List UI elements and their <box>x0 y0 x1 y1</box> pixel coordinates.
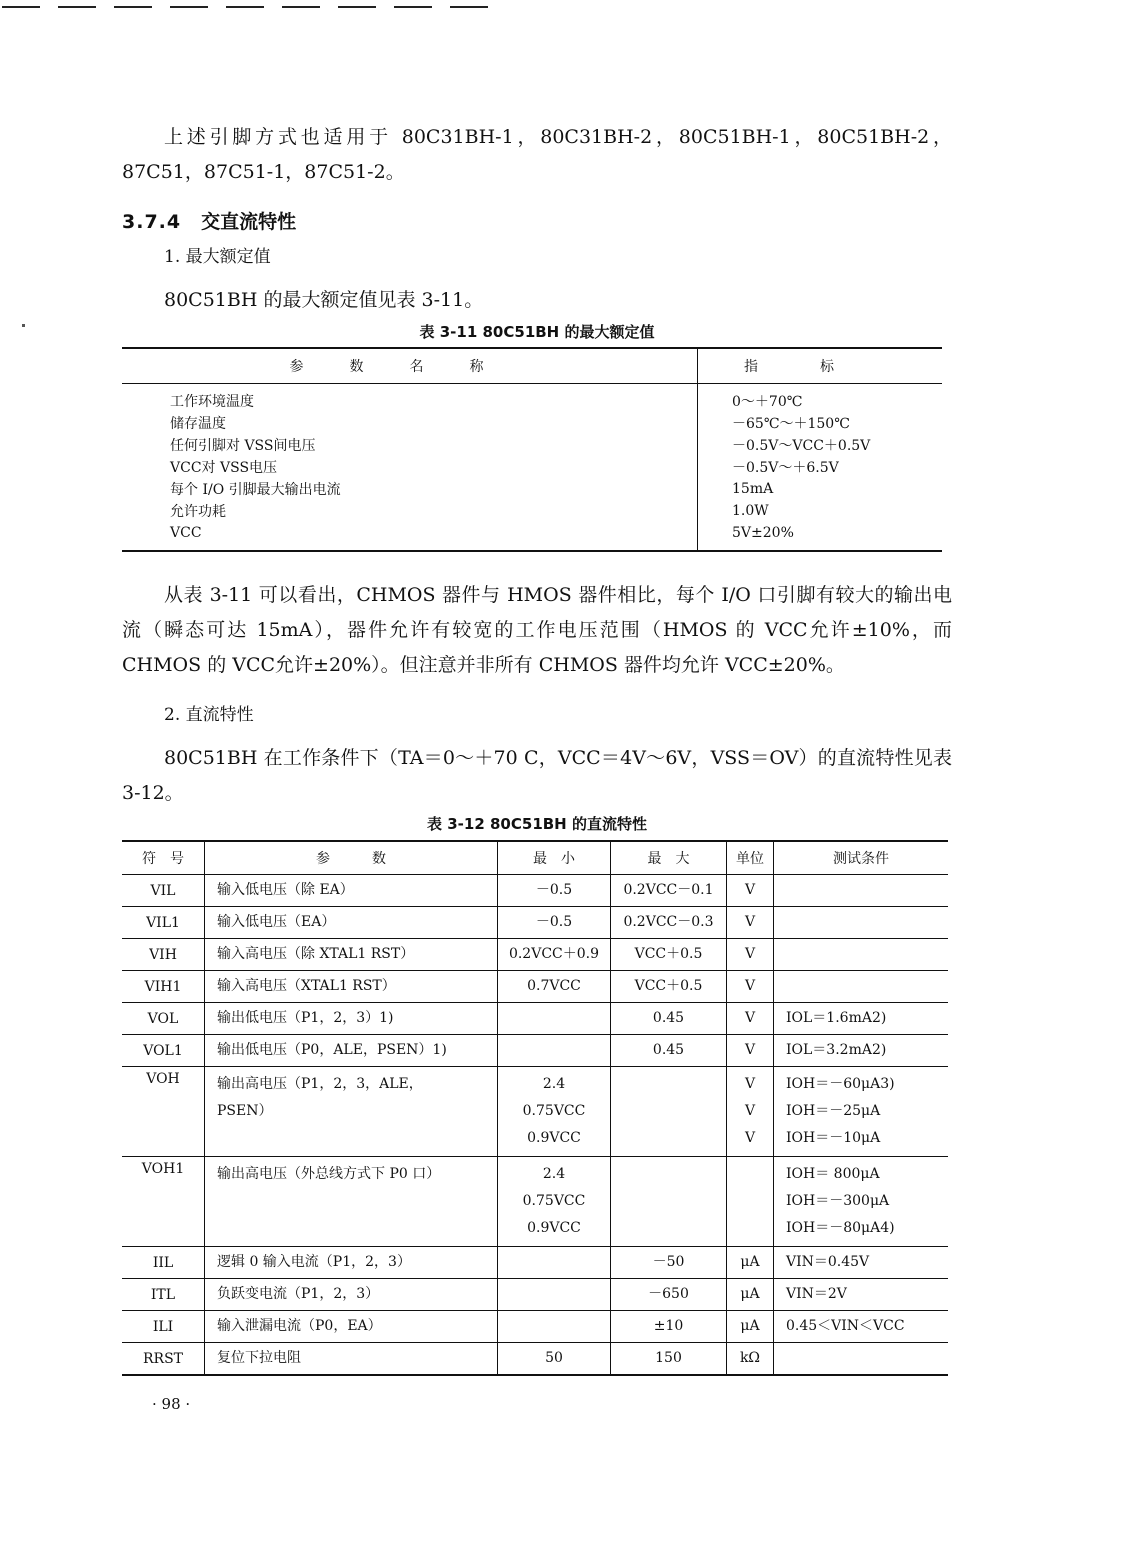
max-cell-line: 150 <box>655 1350 682 1366</box>
unit-cell <box>727 907 774 939</box>
min-cell <box>498 1157 611 1247</box>
unit-cell <box>727 939 774 971</box>
max-cell-line: －50 <box>652 1254 685 1270</box>
rating-value: 15mA <box>732 481 774 497</box>
condition-cell <box>774 1067 949 1157</box>
rating-name: 工作环境温度 <box>122 384 698 413</box>
rating-value: 5V±20% <box>698 522 943 551</box>
parameter-cell <box>205 939 498 971</box>
parameter-cell <box>205 1035 498 1067</box>
min-cell-line: 50 <box>545 1350 563 1366</box>
unit-cell <box>727 1343 774 1376</box>
max-cell <box>611 907 727 939</box>
max-cell <box>611 939 727 971</box>
condition-cell <box>774 875 949 907</box>
min-cell-line: 0.75VCC <box>522 1103 586 1119</box>
max-cell <box>611 1003 727 1035</box>
table-row <box>122 1003 948 1035</box>
symbol-cell: VIH <box>122 939 205 971</box>
rating-value: －0.5V～VCC＋0.5V <box>732 438 871 454</box>
max-cell <box>611 1035 727 1067</box>
table-row <box>122 1067 948 1157</box>
parameter-cell <box>205 1343 498 1376</box>
condition-cell <box>774 1035 949 1067</box>
symbol-cell: IIL <box>122 1247 205 1279</box>
unit-cell <box>727 1247 774 1279</box>
table-3-12 <box>122 840 948 1376</box>
dc-characteristics-intro: 80C51BH 在工作条件下（TA＝0～＋70 C，VCC＝4V～6V，VSS＝OV）的直流特性见表 3-12。 <box>122 747 952 804</box>
rating-name: 每个 I/O 引脚最大输出电流 <box>122 478 698 500</box>
min-cell-line: 0.7VCC <box>527 978 581 994</box>
parameter-cell-line: 输出低电压（P0，ALE，PSEN）1) <box>217 1042 447 1058</box>
unit-cell-line: kΩ <box>739 1350 761 1366</box>
min-cell-line <box>504 1249 604 1276</box>
condition-cell-line: IOH＝－80μA4) <box>786 1220 895 1236</box>
condition-cell <box>774 1157 949 1247</box>
table-row <box>122 456 942 478</box>
parameter-cell <box>205 875 498 907</box>
table-row <box>122 971 948 1003</box>
min-cell-line <box>504 1005 604 1032</box>
table-row <box>122 1035 948 1067</box>
symbol-cell: VIL1 <box>122 907 205 939</box>
intro-paragraph: 上述引脚方式也适用于 80C31BH-1，80C31BH-2，80C51BH-1，80C51BH-2，87C51，87C51-1，87C51-2。 <box>122 126 952 183</box>
parameter-cell <box>205 1279 498 1311</box>
symbol-cell: ITL <box>122 1279 205 1311</box>
parameter-cell-line: PSEN） <box>217 1103 273 1119</box>
rating-value: 1.0W <box>732 503 769 519</box>
table-row <box>122 1311 948 1343</box>
section-heading <box>122 207 296 234</box>
parameter-cell <box>205 1311 498 1343</box>
table-row <box>122 384 942 413</box>
scan-speck <box>22 324 25 327</box>
condition-cell-line <box>786 1345 942 1372</box>
rating-value: 0～＋70℃ <box>732 394 803 410</box>
max-cell-line <box>617 1215 720 1242</box>
condition-cell-line: IOL＝3.2mA2) <box>786 1042 887 1058</box>
comparison-paragraph: 从表 3-11 可以看出，CHMOS 器件与 HMOS 器件相比，每个 I/O 口引脚有较大的输出电流（瞬态可达 15mA），器件允许有较宽的工作电压范围（HMOS 的 VCC允许±10%，而 CHMOS 的 VCC允许±20%）。但注意并非所有 CHMOS 器件均允许 VCC±20%。 <box>122 584 952 676</box>
max-cell-line <box>617 1125 720 1152</box>
condition-cell <box>774 907 949 939</box>
unit-cell-line <box>733 1188 767 1215</box>
unit-cell-line: V <box>744 1042 756 1058</box>
max-cell <box>611 1157 727 1247</box>
min-cell-line: －0.5 <box>535 914 573 930</box>
unit-cell <box>727 1067 774 1157</box>
condition-cell-line: IOH＝－300μA <box>786 1193 890 1209</box>
table-row <box>122 939 948 971</box>
unit-cell-line <box>733 1215 767 1242</box>
condition-cell-line <box>786 973 942 1000</box>
condition-cell <box>774 939 949 971</box>
min-cell-line: －0.5 <box>535 882 573 898</box>
max-cell-line: 0.2VCC－0.1 <box>623 882 714 898</box>
header-unit: 单位 <box>727 841 774 875</box>
max-cell-line: VCC＋0.5 <box>634 978 703 994</box>
symbol-cell: VIL <box>122 875 205 907</box>
min-cell-line <box>504 1313 604 1340</box>
parameter-cell <box>205 907 498 939</box>
unit-cell <box>727 1279 774 1311</box>
condition-cell-line: IOH＝－25μA <box>786 1103 881 1119</box>
header-test-condition: 测试条件 <box>774 841 949 875</box>
section-title: 交直流特性 <box>201 211 297 233</box>
table-row <box>122 500 942 522</box>
max-cell-line: 0.45 <box>652 1042 685 1058</box>
unit-cell-line: V <box>744 1130 756 1146</box>
max-cell-line <box>617 1071 720 1098</box>
max-cell <box>611 875 727 907</box>
max-cell-line <box>617 1188 720 1215</box>
min-cell <box>498 1311 611 1343</box>
condition-cell-line <box>786 909 942 936</box>
table-row <box>122 1343 948 1376</box>
min-cell <box>498 1035 611 1067</box>
table-row <box>122 478 942 500</box>
parameter-cell-line: 复位下拉电阻 <box>217 1350 301 1366</box>
section-number: 3.7.4 <box>122 211 182 233</box>
table-row <box>122 434 942 456</box>
min-cell <box>498 1067 611 1157</box>
table-row <box>122 522 942 551</box>
min-cell-line: 0.9VCC <box>527 1130 581 1146</box>
max-cell-line <box>617 1098 720 1125</box>
unit-cell-line: V <box>744 978 756 994</box>
header-min: 最 小 <box>498 841 611 875</box>
max-cell <box>611 971 727 1003</box>
condition-cell <box>774 1003 949 1035</box>
table-3-11-header-param: 参数名称 <box>122 348 698 384</box>
max-cell <box>611 1279 727 1311</box>
condition-cell-line <box>786 877 942 904</box>
top-dash-rule <box>2 6 488 8</box>
condition-cell <box>774 1343 949 1376</box>
condition-cell <box>774 1279 949 1311</box>
header-parameter: 参 数 <box>205 841 498 875</box>
table-row <box>122 1157 948 1247</box>
table-3-11-header-value: 指标 <box>698 348 943 384</box>
subheading-max-ratings: 1. 最大额定值 <box>164 247 271 267</box>
max-cell <box>611 1311 727 1343</box>
min-cell <box>498 1279 611 1311</box>
parameter-cell-line: 逻辑 0 输入电流（P1，2，3） <box>217 1254 411 1270</box>
parameter-cell <box>205 1003 498 1035</box>
table-row <box>122 1279 948 1311</box>
rating-name: 储存温度 <box>122 412 698 434</box>
rating-name: 允许功耗 <box>122 500 698 522</box>
condition-cell-line: 0.45＜VIN＜VCC <box>786 1318 905 1334</box>
unit-cell <box>727 1003 774 1035</box>
symbol-cell: VOL <box>122 1003 205 1035</box>
parameter-cell-line: 输入高电压（除 XTAL1 RST） <box>217 946 415 962</box>
table-row <box>122 412 942 434</box>
parameter-cell <box>205 1067 498 1157</box>
min-cell <box>498 1343 611 1376</box>
rating-value: －0.5V～＋6.5V <box>732 460 839 476</box>
condition-cell-line: IOH＝ 800μA <box>786 1166 880 1182</box>
rating-name: 任何引脚对 VSS间电压 <box>122 434 698 456</box>
min-cell-line: 0.75VCC <box>522 1193 586 1209</box>
unit-cell-line <box>733 1161 767 1188</box>
min-cell-line: 0.9VCC <box>527 1220 581 1236</box>
symbol-cell: VIH1 <box>122 971 205 1003</box>
unit-cell <box>727 1157 774 1247</box>
unit-cell-line: μA <box>740 1318 760 1334</box>
min-cell <box>498 907 611 939</box>
max-cell-line: ±10 <box>653 1318 684 1334</box>
condition-cell-line: VIN＝2V <box>786 1286 847 1302</box>
unit-cell-line: V <box>744 1010 756 1026</box>
unit-cell-line: μA <box>740 1286 760 1302</box>
condition-cell <box>774 1247 949 1279</box>
parameter-cell <box>205 971 498 1003</box>
unit-cell-line: V <box>744 1076 756 1092</box>
condition-cell-line: IOH＝－60μA3) <box>786 1076 895 1092</box>
unit-cell-line: V <box>744 914 756 930</box>
table-3-11-caption: 表 3-11 80C51BH 的最大额定值 <box>419 323 655 341</box>
header-max: 最 大 <box>611 841 727 875</box>
parameter-cell-line: 输出高电压（P1，2，3，ALE， <box>217 1076 423 1092</box>
symbol-cell: VOH1 <box>122 1157 205 1247</box>
max-cell-line: －650 <box>648 1286 689 1302</box>
max-cell <box>611 1247 727 1279</box>
table-row <box>122 1247 948 1279</box>
parameter-cell-line <box>217 1215 491 1242</box>
min-cell <box>498 939 611 971</box>
parameter-cell-line: 负跃变电流（P1，2，3） <box>217 1286 380 1302</box>
max-cell-line: VCC＋0.5 <box>634 946 703 962</box>
rating-value: －65℃～＋150℃ <box>732 416 850 432</box>
parameter-cell-line: 输入高电压（XTAL1 RST） <box>217 978 396 994</box>
max-ratings-intro: 80C51BH 的最大额定值见表 3-11。 <box>164 289 484 311</box>
max-cell-line: 0.2VCC－0.3 <box>623 914 714 930</box>
min-cell-line <box>504 1281 604 1308</box>
unit-cell-line: V <box>744 1103 756 1119</box>
parameter-cell-line: 输入低电压（EA） <box>217 914 336 930</box>
parameter-cell-line <box>217 1125 491 1152</box>
condition-cell <box>774 1311 949 1343</box>
parameter-cell-line: 输出低电压（P1，2，3）1) <box>217 1010 394 1026</box>
unit-cell-line: μA <box>740 1254 760 1270</box>
table-row <box>122 907 948 939</box>
symbol-cell: RRST <box>122 1343 205 1376</box>
max-cell-line: 0.45 <box>652 1010 685 1026</box>
condition-cell-line: IOL＝1.6mA2) <box>786 1010 887 1026</box>
table-3-12-caption: 表 3-12 80C51BH 的直流特性 <box>427 815 647 833</box>
min-cell-line: 2.4 <box>542 1076 566 1092</box>
min-cell-line: 0.2VCC＋0.9 <box>508 946 600 962</box>
rating-name: VCC <box>122 522 698 551</box>
table-3-11 <box>122 347 942 552</box>
min-cell-line <box>504 1037 604 1064</box>
unit-cell-line: V <box>744 882 756 898</box>
unit-cell-line: V <box>744 946 756 962</box>
parameter-cell <box>205 1157 498 1247</box>
table-row <box>122 875 948 907</box>
min-cell <box>498 875 611 907</box>
min-cell-line: 2.4 <box>542 1166 566 1182</box>
unit-cell <box>727 875 774 907</box>
symbol-cell: VOH <box>122 1067 205 1157</box>
unit-cell <box>727 1311 774 1343</box>
parameter-cell-line: 输出高电压（外总线方式下 P0 口） <box>217 1166 441 1182</box>
max-cell-line <box>617 1161 720 1188</box>
parameter-cell <box>205 1247 498 1279</box>
subheading-dc-characteristics: 2. 直流特性 <box>164 705 254 725</box>
min-cell <box>498 971 611 1003</box>
unit-cell <box>727 1035 774 1067</box>
table-3-12-body <box>122 875 948 1376</box>
max-cell <box>611 1067 727 1157</box>
condition-cell <box>774 971 949 1003</box>
condition-cell-line <box>786 941 942 968</box>
rating-name: VCC对 VSS电压 <box>122 456 698 478</box>
max-cell <box>611 1343 727 1376</box>
condition-cell-line: VIN＝0.45V <box>786 1254 870 1270</box>
symbol-cell: VOL1 <box>122 1035 205 1067</box>
page-number: · 98 · <box>152 1395 191 1413</box>
condition-cell-line: IOH＝－10μA <box>786 1130 881 1146</box>
min-cell <box>498 1003 611 1035</box>
unit-cell <box>727 971 774 1003</box>
symbol-cell: ILI <box>122 1311 205 1343</box>
parameter-cell-line: 输入低电压（除 EA） <box>217 882 354 898</box>
parameter-cell-line: 输入泄漏电流（P0，EA） <box>217 1318 382 1334</box>
header-symbol: 符 号 <box>122 841 205 875</box>
parameter-cell-line <box>217 1188 491 1215</box>
min-cell <box>498 1247 611 1279</box>
